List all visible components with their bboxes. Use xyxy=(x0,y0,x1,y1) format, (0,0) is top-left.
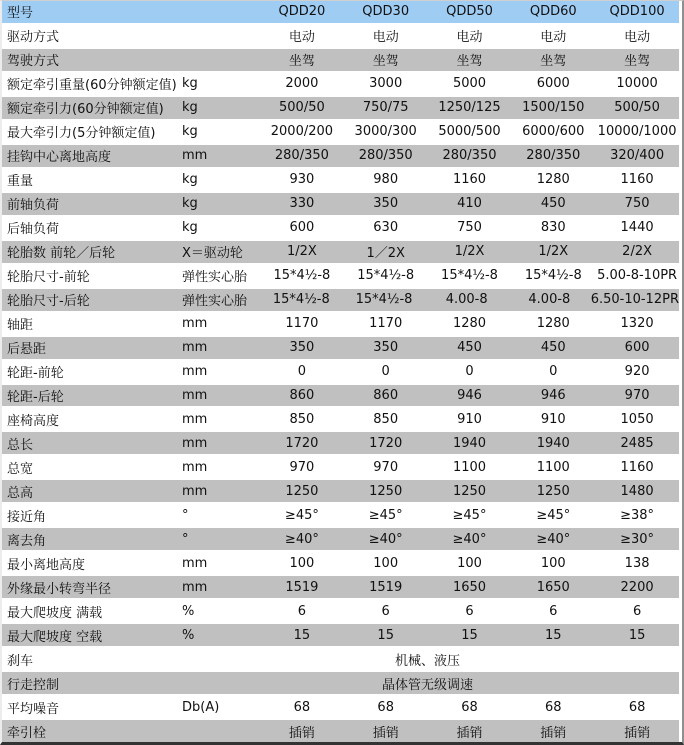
row-value: 1519 xyxy=(369,579,403,595)
table-row xyxy=(2,408,679,432)
row-value: 15 xyxy=(545,627,562,643)
row-unit: ° xyxy=(182,531,189,547)
row-value: ≥40° xyxy=(368,531,403,547)
row-unit: mm xyxy=(182,364,208,380)
row-value: 1320 xyxy=(620,316,654,332)
header-model-qdd60: QDD60 xyxy=(529,4,577,20)
row-value: 970 xyxy=(289,459,315,475)
row-value: 850 xyxy=(373,411,399,427)
row-value: 插销 xyxy=(456,725,483,741)
row-unit: kg xyxy=(182,220,198,236)
row-merged-value: 机械、液压 xyxy=(394,653,460,669)
table-row xyxy=(2,528,679,552)
row-value: ≥45° xyxy=(452,507,487,523)
row-label: 接近角 xyxy=(7,509,47,525)
row-value: 600 xyxy=(624,340,650,356)
row-value: 4.00-8 xyxy=(445,292,488,308)
row-label: 挂钩中心离地高度 xyxy=(7,150,112,166)
row-value: 2000 xyxy=(285,76,319,92)
row-value: 3000/300 xyxy=(354,124,417,140)
row-value: 1/2X xyxy=(538,244,569,260)
table-row xyxy=(2,217,679,241)
row-label: 座椅高度 xyxy=(7,413,60,429)
row-value: 2485 xyxy=(620,435,654,451)
row-value: 1/2X xyxy=(286,244,317,260)
row-unit: % xyxy=(182,603,195,619)
header-model-qdd30: QDD30 xyxy=(362,4,410,20)
row-value: 946 xyxy=(540,387,566,403)
row-value: 68 xyxy=(461,699,478,715)
row-value: 100 xyxy=(457,555,482,571)
row-value: 6 xyxy=(549,603,558,619)
row-value: 6 xyxy=(381,603,390,619)
table-row xyxy=(2,193,679,217)
row-value: 15 xyxy=(628,627,646,643)
row-value: 280/350 xyxy=(274,148,329,164)
row-value: 插销 xyxy=(624,725,651,741)
row-value: 330 xyxy=(289,196,315,212)
table-row xyxy=(2,145,679,169)
table-row xyxy=(2,480,679,504)
row-label: 前轴负荷 xyxy=(7,198,60,214)
row-value: 600 xyxy=(289,220,315,236)
table-row xyxy=(2,648,679,672)
row-label: 离去角 xyxy=(7,533,47,549)
row-value: 500/50 xyxy=(279,100,325,116)
row-value: 1280 xyxy=(536,316,570,332)
row-value: 320/400 xyxy=(610,148,665,164)
row-value: 450 xyxy=(540,196,566,212)
row-value: 1／2X xyxy=(366,246,405,262)
row-value: 1160 xyxy=(620,172,654,188)
row-value: 2/2X xyxy=(622,244,652,260)
table-row xyxy=(2,49,679,73)
row-value: 15*4½-8 xyxy=(272,292,330,308)
row-value: 1100 xyxy=(536,459,570,475)
row-label: 驾驶方式 xyxy=(7,54,60,70)
row-value: 946 xyxy=(457,387,482,403)
row-value: 1650 xyxy=(536,579,570,595)
row-value: 1940 xyxy=(536,435,570,451)
row-value: 6.50-10-12PR xyxy=(590,292,679,308)
row-value: 1280 xyxy=(452,316,487,332)
row-value: 1160 xyxy=(452,172,487,188)
table-row xyxy=(2,720,679,742)
row-value: 750 xyxy=(624,196,650,212)
row-label: 轮距-前轮 xyxy=(7,366,64,382)
row-value: ≥45° xyxy=(284,507,319,523)
table-row xyxy=(2,169,679,193)
row-value: 15 xyxy=(293,627,311,643)
row-unit: mm xyxy=(182,579,208,595)
row-value: 5000 xyxy=(452,76,487,92)
row-value: 1250/125 xyxy=(438,100,501,116)
row-value: 68 xyxy=(545,699,562,715)
row-label: 轮胎数 前轮／后轮 xyxy=(7,246,116,262)
row-value: 750 xyxy=(457,220,482,236)
row-unit: Db(A) xyxy=(182,699,220,715)
table-row xyxy=(2,337,679,361)
row-value: 970 xyxy=(624,387,650,403)
row-value: 15*4½-8 xyxy=(524,268,582,284)
row-value: 350 xyxy=(373,340,399,356)
row-label: 轮胎尺寸-前轮 xyxy=(7,270,90,286)
row-unit: mm xyxy=(182,148,208,164)
row-label: 驱动方式 xyxy=(7,30,60,46)
row-value: 1519 xyxy=(285,579,319,595)
row-value: 插销 xyxy=(540,725,567,741)
row-value: 1170 xyxy=(369,316,403,332)
row-value: 850 xyxy=(289,411,315,427)
row-value: 坐驾 xyxy=(540,54,567,70)
row-value: ≥45° xyxy=(368,507,403,523)
row-unit: mm xyxy=(182,316,208,332)
table-row xyxy=(2,456,679,480)
row-label: 轮距-后轮 xyxy=(7,389,64,405)
row-value: 1250 xyxy=(536,483,570,499)
row-value: 100 xyxy=(373,555,399,571)
row-value: 930 xyxy=(289,172,315,188)
row-value: 坐驾 xyxy=(456,54,483,70)
table-row xyxy=(2,289,679,313)
table-row xyxy=(2,504,679,528)
row-unit: 弹性实心胎 xyxy=(182,270,248,286)
table-row xyxy=(2,97,679,121)
row-value: 1500/150 xyxy=(522,100,585,116)
row-value: 15*4½-8 xyxy=(273,268,331,284)
row-unit: mm xyxy=(182,411,208,427)
row-value: 280/350 xyxy=(358,148,413,164)
row-value: 630 xyxy=(373,220,399,236)
row-value: ≥40° xyxy=(536,531,571,547)
table-row xyxy=(2,25,679,49)
table-row xyxy=(2,432,679,456)
row-value: 插销 xyxy=(372,725,399,741)
table-row xyxy=(2,265,679,289)
table-row xyxy=(2,696,679,720)
row-value: 1250 xyxy=(452,483,487,499)
row-value: 电动 xyxy=(372,30,399,46)
row-label: 重量 xyxy=(7,174,34,190)
row-value: 280/350 xyxy=(442,148,497,164)
row-label: 轮胎尺寸-后轮 xyxy=(7,294,90,310)
row-label: 最大爬坡度 空载 xyxy=(7,629,103,645)
row-value: 坐驾 xyxy=(624,54,651,70)
row-unit: kg xyxy=(182,100,198,116)
row-value: 1250 xyxy=(369,483,403,499)
row-label: 最小离地高度 xyxy=(7,557,86,573)
row-value: 1050 xyxy=(620,411,654,427)
row-unit: kg xyxy=(182,196,198,212)
row-value: 15 xyxy=(461,627,478,643)
row-value: 410 xyxy=(457,196,482,212)
row-value: 68 xyxy=(377,699,394,715)
row-label: 最大牵引力(5分钟额定值) xyxy=(7,126,156,142)
row-value: 910 xyxy=(540,411,566,427)
row-value: 电动 xyxy=(624,30,651,46)
row-value: 68 xyxy=(628,699,646,715)
row-value: 电动 xyxy=(456,30,483,46)
row-value: 1100 xyxy=(452,459,487,475)
row-unit: X＝驱动轮 xyxy=(182,246,243,262)
table-row xyxy=(2,121,679,145)
row-unit: kg xyxy=(182,76,198,92)
row-value: 68 xyxy=(293,699,311,715)
row-value: 4.00-8 xyxy=(528,292,571,308)
table-row xyxy=(2,624,679,648)
row-value: 插销 xyxy=(288,725,315,741)
row-value: 6000 xyxy=(536,76,570,92)
row-value: ≥45° xyxy=(536,507,571,523)
table-row xyxy=(2,73,679,97)
table-row xyxy=(2,361,679,385)
row-label: 总宽 xyxy=(7,461,34,477)
row-value: 15*4½-8 xyxy=(357,268,415,284)
row-value: 10000 xyxy=(616,76,658,92)
row-value: 450 xyxy=(540,340,566,356)
row-label: 后悬距 xyxy=(7,342,47,358)
row-value: 15 xyxy=(377,627,394,643)
row-value: 10000/1000 xyxy=(597,124,677,140)
row-value: 100 xyxy=(289,555,315,571)
row-value: 15*4½-8 xyxy=(441,268,498,284)
row-value: 电动 xyxy=(540,30,567,46)
row-unit: ° xyxy=(182,507,189,523)
row-label: 刹车 xyxy=(7,653,34,669)
row-unit: kg xyxy=(182,124,198,140)
row-value: 1940 xyxy=(452,435,487,451)
row-value: 1160 xyxy=(620,459,654,475)
row-value: 450 xyxy=(457,340,482,356)
row-value: 980 xyxy=(373,172,399,188)
row-value: 2000/200 xyxy=(270,124,334,140)
row-value: 2200 xyxy=(620,579,654,595)
row-unit: mm xyxy=(182,435,208,451)
row-value: 350 xyxy=(373,196,399,212)
row-value: 860 xyxy=(289,387,315,403)
row-value: 860 xyxy=(373,387,399,403)
header-model-label: 型号 xyxy=(7,6,34,22)
row-value: 6000/600 xyxy=(522,124,585,140)
row-label: 额定牵引力(60分钟额定值) xyxy=(7,102,164,118)
row-value: 1720 xyxy=(369,435,403,451)
row-value: 1280 xyxy=(536,172,570,188)
row-label: 最大爬坡度 满载 xyxy=(7,605,103,621)
row-value: ≥40° xyxy=(284,531,319,547)
row-value: ≥38° xyxy=(620,507,655,523)
row-label: 平均噪音 xyxy=(7,701,60,717)
row-value: 830 xyxy=(540,220,566,236)
row-value: 1170 xyxy=(285,316,319,332)
table-row xyxy=(2,672,679,696)
row-value: 910 xyxy=(457,411,482,427)
row-value: 0 xyxy=(465,364,474,380)
row-label: 外缘最小转弯半径 xyxy=(7,581,112,597)
table-row xyxy=(2,600,679,624)
row-value: 5.00-8-10PR xyxy=(597,268,678,284)
row-value: 6 xyxy=(632,603,642,619)
row-value: 280/350 xyxy=(526,148,581,164)
row-value: 1440 xyxy=(620,220,654,236)
row-value: 5000/500 xyxy=(438,124,501,140)
row-unit: mm xyxy=(182,483,208,499)
row-unit: 弹性实心胎 xyxy=(182,294,248,310)
row-label: 总高 xyxy=(7,485,34,501)
row-label: 行走控制 xyxy=(7,677,60,693)
row-label: 额定牵引重量(60分钟额定值) xyxy=(7,78,177,94)
row-unit: mm xyxy=(182,340,208,356)
row-unit: kg xyxy=(182,172,198,188)
header-model-qdd50: QDD50 xyxy=(446,4,493,20)
row-value: ≥30° xyxy=(620,531,655,547)
row-label: 牵引栓 xyxy=(7,725,47,741)
table-row xyxy=(2,241,679,265)
row-label: 后轴负荷 xyxy=(7,222,60,238)
row-value: 电动 xyxy=(288,30,315,46)
row-value: 0 xyxy=(381,364,390,380)
row-value: 138 xyxy=(624,555,650,571)
row-value: 100 xyxy=(540,555,566,571)
row-value: 1/2X xyxy=(454,244,485,260)
row-label: 轴距 xyxy=(7,318,34,334)
header-model-qdd20: QDD20 xyxy=(278,4,326,20)
table-row xyxy=(2,385,679,409)
table-row xyxy=(2,313,679,337)
row-value: 1650 xyxy=(452,579,487,595)
row-value: 0 xyxy=(549,364,558,380)
table-header-row xyxy=(2,1,679,25)
row-value: 6 xyxy=(465,603,474,619)
row-value: 0 xyxy=(297,364,307,380)
row-value: 坐驾 xyxy=(372,54,399,70)
row-value: 3000 xyxy=(369,76,403,92)
row-value: 750/75 xyxy=(362,100,409,116)
table-row xyxy=(2,576,679,600)
row-value: ≥40° xyxy=(452,531,487,547)
row-value: 920 xyxy=(624,364,650,380)
row-value: 500/50 xyxy=(614,100,660,116)
row-value: 15*4½-8 xyxy=(355,292,413,308)
row-label: 总长 xyxy=(7,437,34,453)
row-merged-value: 晶体管无级调速 xyxy=(381,677,473,693)
row-unit: mm xyxy=(182,459,208,475)
row-value: 350 xyxy=(289,340,315,356)
row-value: 970 xyxy=(373,459,399,475)
row-value: 坐驾 xyxy=(288,54,315,70)
row-unit: mm xyxy=(182,387,208,403)
header-model-qdd100: QDD100 xyxy=(609,4,665,20)
row-value: 6 xyxy=(297,603,307,619)
row-value: 1480 xyxy=(620,483,654,499)
table-row xyxy=(2,552,679,576)
row-value: 1250 xyxy=(285,483,319,499)
row-value: 1720 xyxy=(285,435,319,451)
row-unit: % xyxy=(182,627,195,643)
row-unit: mm xyxy=(182,555,208,571)
